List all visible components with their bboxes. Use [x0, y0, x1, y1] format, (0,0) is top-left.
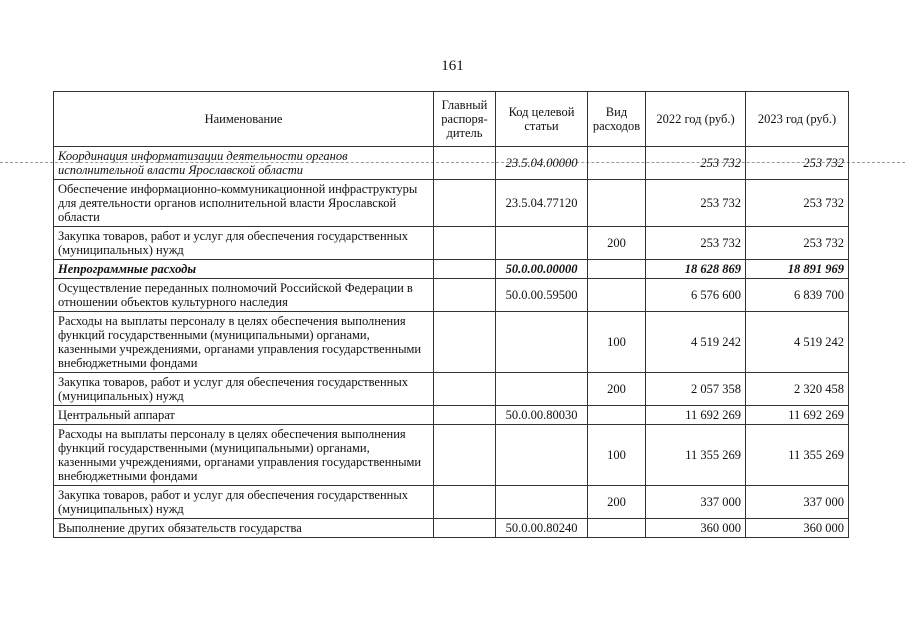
page-number: 161 [441, 58, 464, 74]
cell-name: Координация информатизации деятельности органов исполнительной власти Ярославской области [54, 147, 434, 180]
cell-y2023: 18 891 969 [746, 260, 849, 279]
table-row [54, 147, 849, 180]
cell-code: 50.0.00.80240 [496, 519, 588, 538]
cell-code [496, 486, 588, 519]
cell-name: Осуществление переданных полномочий Российской Федерации в отношении объектов культурного наследия [54, 279, 434, 312]
cell-y2023: 337 000 [746, 486, 849, 519]
table-row [54, 227, 849, 260]
cell-y2022: 2 057 358 [646, 373, 746, 406]
cell-manager [434, 147, 496, 180]
cell-y2022: 360 000 [646, 519, 746, 538]
budget-table [53, 91, 849, 538]
header-type: Вид расходов [588, 92, 646, 147]
cell-y2022: 6 576 600 [646, 279, 746, 312]
cell-manager [434, 279, 496, 312]
cell-type: 200 [588, 486, 646, 519]
table-row [54, 260, 849, 279]
cell-y2022: 4 519 242 [646, 312, 746, 373]
table-row [54, 486, 849, 519]
cell-name: Расходы на выплаты персоналу в целях обеспечения выполнения функций государственными (муниципальными) органами, казенными учреждениями, органами управления государственными внебюджетными фондами [54, 312, 434, 373]
table-row [54, 406, 849, 425]
cell-y2023: 360 000 [746, 519, 849, 538]
cell-y2022: 337 000 [646, 486, 746, 519]
cell-code [496, 227, 588, 260]
cell-manager [434, 425, 496, 486]
cell-code [496, 425, 588, 486]
cell-manager [434, 227, 496, 260]
cell-y2023: 253 732 [746, 147, 849, 180]
cell-type [588, 260, 646, 279]
table-row [54, 519, 849, 538]
cell-name: Выполнение других обязательств государства [54, 519, 434, 538]
cell-type: 100 [588, 312, 646, 373]
cell-name: Центральный аппарат [54, 406, 434, 425]
cell-manager [434, 312, 496, 373]
table-body [54, 147, 849, 538]
cell-name: Расходы на выплаты персоналу в целях обеспечения выполнения функций государственными (муниципальными) органами, казенными учреждениями, органами управления государственными внебюджетными фондами [54, 425, 434, 486]
cell-type [588, 279, 646, 312]
table-header-row [54, 92, 849, 147]
cell-code: 50.0.00.59500 [496, 279, 588, 312]
cell-y2023: 11 355 269 [746, 425, 849, 486]
cell-code [496, 373, 588, 406]
cell-name: Закупка товаров, работ и услуг для обеспечения государственных (муниципальных) нужд [54, 373, 434, 406]
cell-code: 50.0.00.00000 [496, 260, 588, 279]
cell-name: Обеспечение информационно-коммуникационной инфраструктуры для деятельности органов исполнительной власти Ярославской области [54, 180, 434, 227]
header-2023: 2023 год (руб.) [746, 92, 849, 147]
cell-y2023: 4 519 242 [746, 312, 849, 373]
cell-type: 200 [588, 373, 646, 406]
header-name: Наименование [54, 92, 434, 147]
cell-y2023: 253 732 [746, 180, 849, 227]
cell-y2022: 11 355 269 [646, 425, 746, 486]
cell-manager [434, 519, 496, 538]
cell-code: 23.5.04.77120 [496, 180, 588, 227]
cell-manager [434, 486, 496, 519]
cell-type [588, 147, 646, 180]
cell-y2022: 18 628 869 [646, 260, 746, 279]
cell-y2023: 11 692 269 [746, 406, 849, 425]
cell-code: 50.0.00.80030 [496, 406, 588, 425]
cell-code [496, 312, 588, 373]
cell-name: Закупка товаров, работ и услуг для обеспечения государственных (муниципальных) нужд [54, 486, 434, 519]
table-row [54, 373, 849, 406]
cell-type: 100 [588, 425, 646, 486]
cell-code: 23.5.04.00000 [496, 147, 588, 180]
header-manager: Главный распоря-дитель [434, 92, 496, 147]
cell-name: Закупка товаров, работ и услуг для обеспечения государственных (муниципальных) нужд [54, 227, 434, 260]
cell-y2023: 253 732 [746, 227, 849, 260]
cell-type [588, 180, 646, 227]
cell-manager [434, 373, 496, 406]
cell-type [588, 406, 646, 425]
table-row [54, 312, 849, 373]
cell-name: Непрограммные расходы [54, 260, 434, 279]
table-row [54, 425, 849, 486]
header-2022: 2022 год (руб.) [646, 92, 746, 147]
cell-y2022: 253 732 [646, 147, 746, 180]
cell-manager [434, 180, 496, 227]
table-row [54, 180, 849, 227]
cell-y2022: 11 692 269 [646, 406, 746, 425]
table-row [54, 279, 849, 312]
cell-type [588, 519, 646, 538]
cell-y2022: 253 732 [646, 180, 746, 227]
header-code: Код целевой статьи [496, 92, 588, 147]
cell-y2023: 6 839 700 [746, 279, 849, 312]
cell-manager [434, 260, 496, 279]
cell-type: 200 [588, 227, 646, 260]
cell-manager [434, 406, 496, 425]
cell-y2022: 253 732 [646, 227, 746, 260]
cell-y2023: 2 320 458 [746, 373, 849, 406]
